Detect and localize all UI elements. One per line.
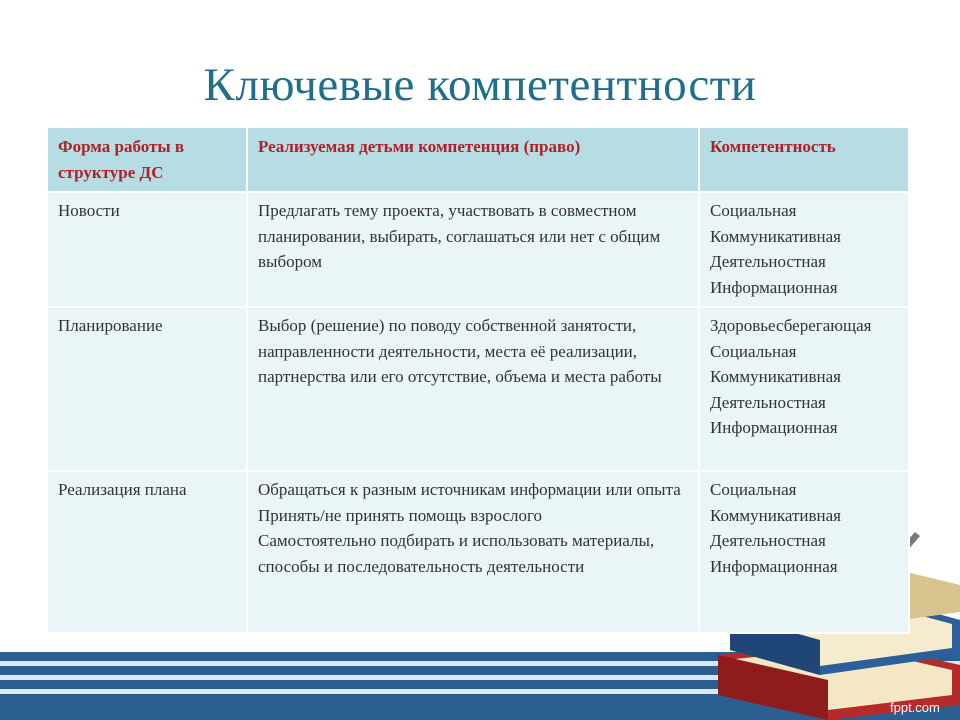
competence-line: Самостоятельно подбирать и использовать материалы, способы и последовательность деятельности: [258, 531, 655, 576]
cell-form: Планирование: [47, 307, 247, 471]
cell-competence: [247, 307, 699, 471]
header-competence: Реализуемая детьми компетенция (право): [247, 128, 699, 192]
competence-line: Выбор (решение) по поводу собственной занятости, направленности деятельности, места её реализации, партнерства или его отсутствие, объема и места работы: [258, 316, 662, 386]
competence-line: Предлагать тему проекта, участвовать в совместном планировании, выбирать, соглашаться или нет с общим выбором: [258, 201, 661, 271]
table-row: [47, 192, 909, 307]
competency-item: Социальная: [710, 341, 797, 361]
competency-item: Коммуникативная: [710, 505, 842, 525]
cell-competency: [699, 307, 909, 471]
competencies-table: [46, 128, 910, 634]
competence-line: Обращаться к разным источникам информации или опыта: [258, 480, 681, 499]
competence-line: Принять/не принять помощь взрослого: [258, 505, 543, 525]
competency-item: Коммуникативная: [710, 367, 842, 386]
cell-form: Новости: [47, 192, 247, 307]
competency-item: Информационная: [710, 277, 838, 297]
competency-item: Деятельностная: [710, 392, 826, 412]
cell-competency: [699, 192, 909, 307]
competency-item: Деятельностная: [710, 531, 826, 550]
competency-item: Информационная: [710, 556, 838, 576]
cell-competence: [247, 192, 699, 307]
cell-competency: [699, 471, 909, 633]
watermark: fppt.com: [890, 700, 940, 715]
header-form: Форма работы в структуре ДС: [47, 128, 247, 192]
competency-item: Коммуникативная: [710, 226, 842, 246]
table-row: [47, 307, 909, 471]
table-row: [47, 471, 909, 633]
competency-item: Социальная: [710, 480, 797, 499]
table-header-row: [47, 128, 909, 192]
competency-item: Социальная: [710, 201, 797, 220]
cell-competence: [247, 471, 699, 633]
slide-title: Ключевые компетентности: [203, 59, 757, 111]
header-competency: Компетентность: [699, 128, 909, 192]
competency-item: Здоровьесберегающая: [710, 316, 872, 335]
competency-item: Информационная: [710, 418, 838, 437]
cell-form: Реализация плана: [47, 471, 247, 633]
competency-item: Деятельностная: [710, 252, 826, 271]
